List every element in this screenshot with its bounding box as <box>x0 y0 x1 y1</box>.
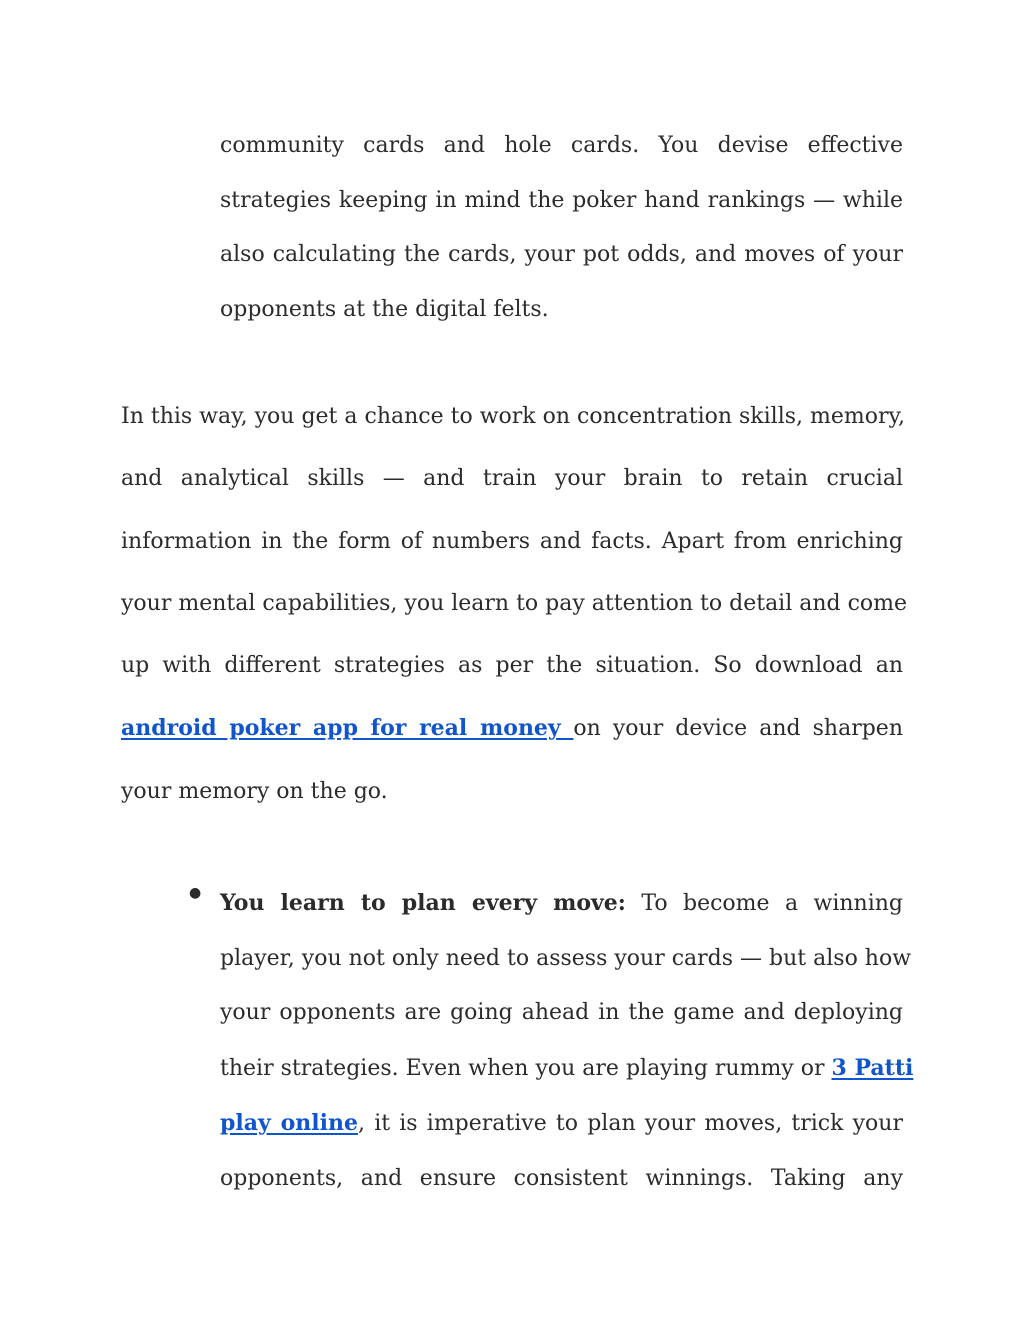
android-poker-app-link[interactable]: android poker app for real money <box>121 715 574 742</box>
text-line: information in the form of numbers and facts. Apart from enriching <box>121 528 903 554</box>
bullet-icon: ● <box>189 885 202 901</box>
paragraph-main <box>121 386 908 823</box>
text-line: community cards and hole cards. You devise effective <box>220 133 903 158</box>
text-line: your opponents are going ahead in the game and deploying <box>220 1000 903 1025</box>
text-line: opponents, and ensure consistent winnings. Taking any <box>220 1165 903 1191</box>
text-after-link: on your device and sharpen <box>573 716 903 742</box>
text-line: strategies keeping in mind the poker hand rankings — while <box>220 187 903 213</box>
text-line-with-link <box>220 1096 903 1152</box>
bullet-item <box>220 876 914 1206</box>
text-line-with-link <box>220 1041 914 1097</box>
text-line: and analytical skills — and train your brain to retain crucial <box>121 466 903 492</box>
paragraph-continued <box>220 119 903 337</box>
text-line: your memory on the go. <box>121 778 388 804</box>
3-patti-link-part2[interactable]: play online <box>220 1110 359 1136</box>
text-line: also calculating the cards, your pot odds, and moves of your <box>220 242 903 267</box>
text-line-with-link <box>121 697 903 760</box>
text-line: up with different strategies as per the situation. So download an <box>121 653 903 679</box>
text-line: player, you not only need to assess your cards — but also how <box>220 945 912 971</box>
text-line: your mental capabilities, you learn to pay attention to detail and come <box>121 590 908 616</box>
text-before-link: their strategies. Even when you are playing rummy or <box>220 1055 832 1081</box>
bullet-heading: You learn to plan every move: <box>220 890 626 916</box>
text-line <box>220 876 903 932</box>
bullet-line1-rest: To become a winning <box>625 891 903 916</box>
text-after-link: , it is imperative to plan your moves, trick your <box>358 1111 903 1136</box>
text-line: In this way, you get a chance to work on concentration skills, memory, <box>121 404 906 429</box>
text-line: opponents at the digital felts. <box>220 296 549 322</box>
3-patti-link-part1[interactable]: 3 Patti <box>831 1054 914 1081</box>
